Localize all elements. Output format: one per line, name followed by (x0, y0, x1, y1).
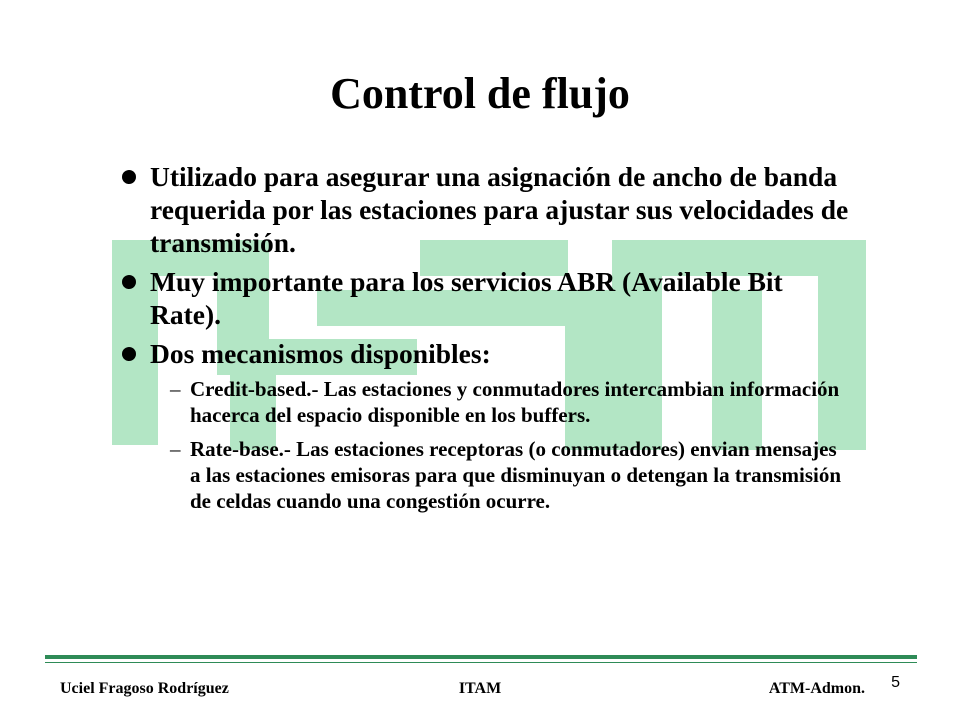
sub-bullet-item (120, 376, 850, 428)
bullet-dot-icon (122, 275, 136, 289)
sub-bullet-marker: – (170, 377, 181, 401)
page-number: 5 (891, 674, 900, 691)
bullet-dot-icon (122, 170, 136, 184)
bullet-text: Muy importante para los servicios ABR (Available Bit Rate). (150, 266, 783, 330)
bullet-item (120, 160, 850, 259)
bullet-dot-icon (122, 347, 136, 361)
sub-bullet-item (120, 436, 850, 514)
sub-bullet-text: Credit-based.- Las estaciones y conmutadores intercambian información hacerca del espacio disponible en los buffers. (190, 377, 840, 427)
footer-institution: ITAM (458, 680, 502, 697)
slide-title: Control de flujo (330, 69, 630, 118)
footer-course: ATM-Admon. (768, 680, 865, 697)
footer-divider-thin (45, 662, 917, 663)
footer-author: Uciel Fragoso Rodríguez (60, 680, 229, 697)
bullet-item (120, 265, 850, 331)
sub-bullet-marker: – (170, 437, 181, 461)
footer-divider (45, 655, 917, 659)
slide-body (120, 160, 850, 522)
bullet-text: Dos mecanismos disponibles: (150, 338, 491, 369)
bullet-item (120, 337, 850, 370)
bullet-text: Utilizado para asegurar una asignación de ancho de banda requerida por las estaciones para ajustar sus velocidades de transmisión. (150, 161, 849, 258)
sub-bullet-text: Rate-base.- Las estaciones receptoras (o conmutadores) envian mensajes a las estaciones emisoras para que disminuyan o detengan la transmisión de celdas cuando una congestión ocurre. (190, 437, 842, 513)
